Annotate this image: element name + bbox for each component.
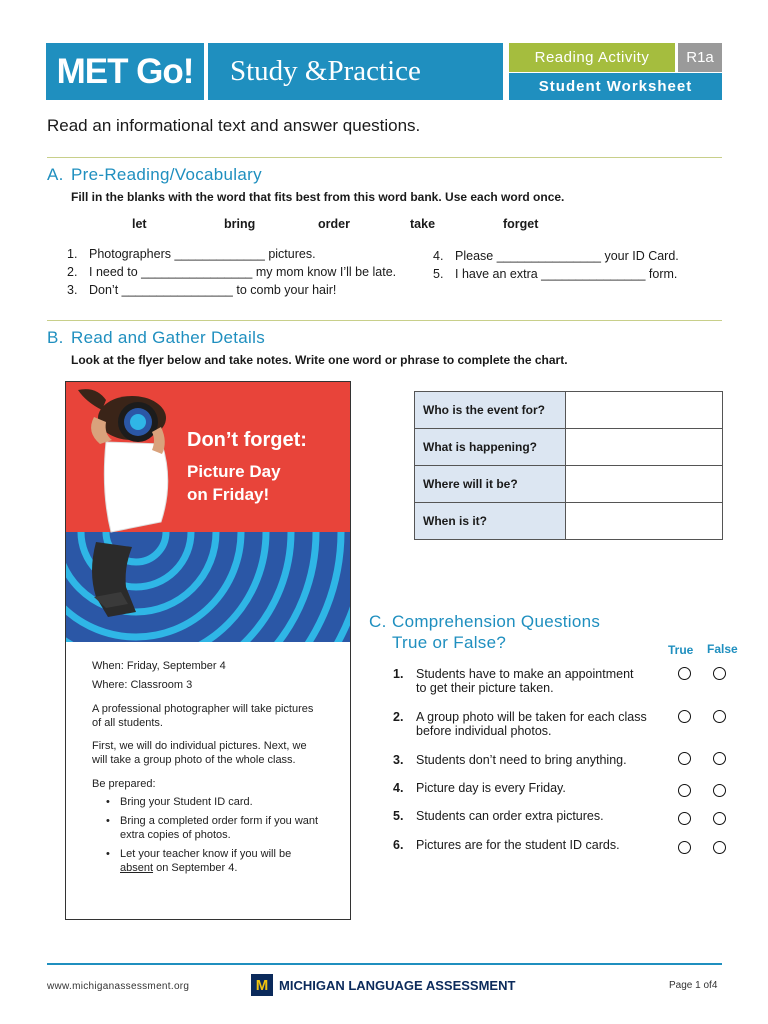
true-column-header: True (668, 643, 694, 657)
flyer-text-line: First, we will do individual pictures. Next, we (92, 740, 307, 752)
vocab-item: 1. Photographers _____________ pictures. (67, 247, 316, 261)
flyer-when: When: Friday, September 4 (92, 660, 226, 672)
chart-answer-cell[interactable] (566, 466, 723, 503)
met-go-logo: MET Go! (46, 43, 204, 100)
chart-row (415, 392, 723, 429)
section-b-title: B. Read and Gather Details (47, 328, 266, 347)
section-c-subtitle: True or False? (392, 633, 507, 652)
section-a-title: A. Pre-Reading/Vocabulary (47, 165, 262, 184)
chart-row (415, 466, 723, 503)
chart-row (415, 503, 723, 540)
question-number: 6. (393, 838, 404, 852)
activity-badge: Reading Activity (509, 43, 675, 72)
false-radio[interactable] (713, 710, 726, 723)
section-b-instructions: Look at the flyer below and take notes. Write one word or phrase to complete the chart. (71, 353, 568, 367)
chart-answer-cell[interactable] (566, 503, 723, 540)
false-radio[interactable] (713, 812, 726, 825)
chart-row (415, 429, 723, 466)
word-bank-item: order (318, 217, 350, 231)
flyer-text-line: of all students. (92, 717, 163, 729)
vocab-item: 3. Don’t ________________ to comb your hair! (67, 283, 337, 297)
subtitle-banner: Study &Practice (208, 43, 503, 100)
word-bank-item: take (410, 217, 436, 231)
false-radio[interactable] (713, 667, 726, 680)
flyer-text-line: will take a group photo of the whole class. (92, 754, 296, 766)
false-column-header: False (707, 642, 738, 656)
question-number: 2. (393, 710, 404, 724)
true-radio[interactable] (678, 784, 691, 797)
flyer-bullet: • (106, 848, 110, 860)
flyer-bullet-text: Let your teacher know if you will be (120, 848, 292, 860)
question-text: Students have to make an appointment to get their picture taken. (416, 667, 634, 695)
true-radio[interactable] (678, 812, 691, 825)
worksheet-label: Student Worksheet (509, 73, 722, 100)
vocab-item: 5. I have an extra _______________ form. (433, 267, 678, 281)
page-number: Page 1 of4 (669, 980, 718, 991)
flyer-illustration (66, 382, 351, 642)
flyer-bullet: • (106, 815, 110, 827)
true-radio[interactable] (678, 841, 691, 854)
footer-divider (47, 963, 722, 965)
flyer-bullet-text: Bring your Student ID card. (120, 796, 253, 808)
flyer-subhead: on Friday! (187, 485, 270, 504)
flyer-bullet-text: Bring a completed order form if you want (120, 815, 319, 827)
intro-text: Read an informational text and answer questions. (47, 116, 421, 135)
chart-question: Where will it be? (415, 466, 566, 503)
true-radio[interactable] (678, 752, 691, 765)
divider (47, 320, 722, 321)
question-text: Picture day is every Friday. (416, 781, 566, 795)
question-number: 4. (393, 781, 404, 795)
word-bank-item: let (132, 217, 147, 231)
michigan-logo-icon: M (251, 974, 273, 996)
chart-question: When is it? (415, 503, 566, 540)
true-radio[interactable] (678, 710, 691, 723)
section-c-title: C. Comprehension Questions (369, 612, 601, 631)
question-number: 5. (393, 809, 404, 823)
flyer-headline: Don’t forget: (187, 429, 307, 451)
word-bank-item: bring (224, 217, 256, 231)
question-text: A group photo will be taken for each class before individual photos. (416, 710, 647, 738)
flyer-bullet-text: extra copies of photos. (120, 829, 231, 841)
flyer-prepared-heading: Be prepared: (92, 778, 156, 790)
flyer-where: Where: Classroom 3 (92, 679, 193, 691)
question-text: Students don’t need to bring anything. (416, 753, 627, 767)
picture-day-flyer (65, 381, 351, 920)
notes-chart (414, 391, 723, 540)
word-bank-item: forget (503, 217, 539, 231)
chart-answer-cell[interactable] (566, 392, 723, 429)
chart-question: Who is the event for? (415, 392, 566, 429)
flyer-bullet: • (106, 796, 110, 808)
vocab-item: 4. Please _______________ your ID Card. (433, 249, 679, 263)
question-number: 3. (393, 753, 404, 767)
flyer-subhead: Picture Day (187, 462, 281, 481)
false-radio[interactable] (713, 841, 726, 854)
chart-answer-cell[interactable] (566, 429, 723, 466)
question-text: Students can order extra pictures. (416, 809, 604, 823)
footer-url[interactable]: www.michiganassessment.org (47, 981, 190, 992)
true-radio[interactable] (678, 667, 691, 680)
vocab-item: 2. I need to ________________ my mom know I’ll be late. (67, 265, 397, 279)
divider (47, 157, 722, 158)
footer-organization: MICHIGAN LANGUAGE ASSESSMENT (279, 978, 516, 993)
question-text: Pictures are for the student ID cards. (416, 838, 620, 852)
false-radio[interactable] (713, 752, 726, 765)
flyer-text-line: A professional photographer will take pictures (92, 703, 314, 715)
flyer-bullet-text: absent on September 4. (120, 862, 238, 874)
false-radio[interactable] (713, 784, 726, 797)
activity-code-badge: R1a (678, 43, 722, 72)
question-number: 1. (393, 667, 404, 681)
section-a-instructions: Fill in the blanks with the word that fits best from this word bank. Use each word once. (71, 190, 565, 204)
chart-question: What is happening? (415, 429, 566, 466)
